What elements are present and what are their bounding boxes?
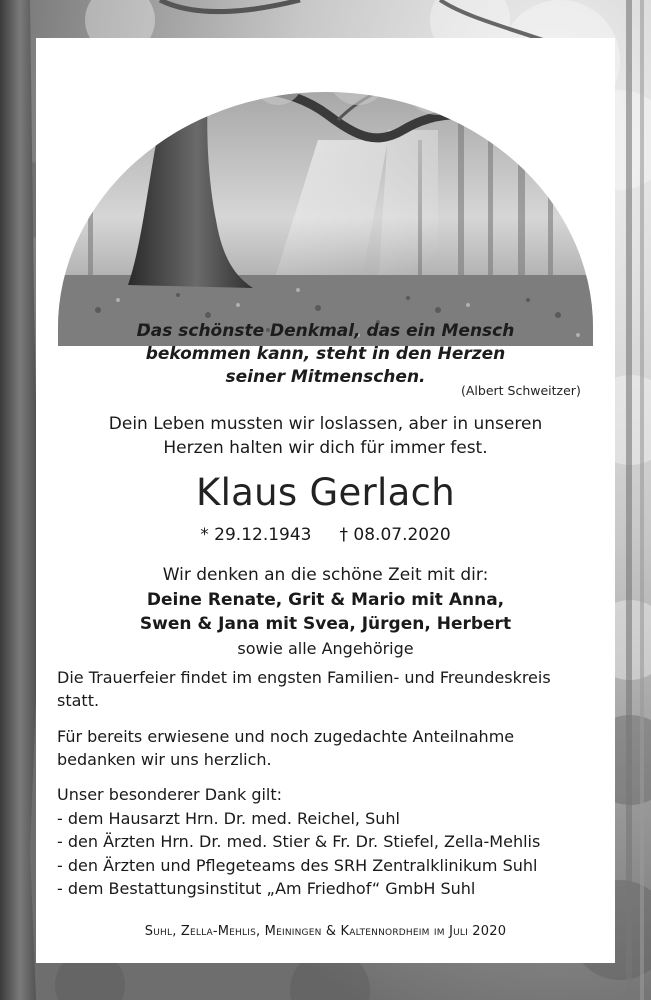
birth-date: * 29.12.1943 (200, 525, 312, 545)
quote-line-1: Das schönste Denkmal, das ein Mensch (136, 321, 515, 341)
special-thanks-item: - dem Bestattungsinstitut „Am Friedhof“ GmbH Suhl (57, 879, 476, 898)
mourners-relatives: sowie alle Angehörige (237, 639, 414, 658)
special-thanks-item: - dem Hausarzt Hrn. Dr. med. Reichel, Suhl (57, 808, 400, 828)
mourners-names (36, 588, 615, 636)
funeral-note (57, 666, 603, 712)
quote (36, 320, 615, 389)
special-thanks (57, 783, 603, 901)
thanks-line-2: bedanken wir uns herzlich. (57, 750, 272, 769)
mourners-line-2: Swen & Jana mit Svea, Jürgen, Herbert (139, 614, 512, 634)
place-date-footer: Suhl, Zella-Mehlis, Meiningen & Kaltennordheim im Juli 2020 (144, 924, 507, 939)
intro-line-2: Herzen halten wir dich für immer fest. (163, 438, 488, 458)
thanks-note (57, 725, 603, 771)
deceased-name: Klaus Gerlach (196, 471, 455, 514)
life-dates (36, 525, 615, 545)
memorial-tree-photo (58, 60, 593, 346)
intro-text (36, 412, 615, 460)
quote-line-3: seiner Mitmenschen. (225, 367, 426, 387)
thanks-line-1: Für bereits erwiesene und noch zugedachte Anteilnahme (57, 727, 515, 746)
special-thanks-item: - den Ärzten Hrn. Dr. med. Stier & Fr. Dr. Stiefel, Zella-Mehlis (57, 832, 541, 851)
obituary-card (36, 38, 615, 963)
intro-line-1: Dein Leben mussten wir loslassen, aber in unseren (108, 414, 543, 434)
quote-author: (Albert Schweitzer) (461, 383, 581, 398)
quote-line-2: bekommen kann, steht in den Herzen (145, 344, 506, 364)
funeral-line-2: statt. (57, 691, 100, 710)
death-date: † 08.07.2020 (339, 525, 451, 545)
mourners-line-1: Deine Renate, Grit & Mario mit Anna, (146, 590, 505, 610)
funeral-line-1: Die Trauerfeier findet im engsten Familien- und Freundeskreis (57, 668, 551, 687)
special-thanks-item: - den Ärzten und Pflegeteams des SRH Zentralklinikum Suhl (57, 855, 538, 875)
special-thanks-title: Unser besonderer Dank gilt: (57, 785, 283, 804)
mourners-intro: Wir denken an die schöne Zeit mit dir: (162, 565, 489, 585)
